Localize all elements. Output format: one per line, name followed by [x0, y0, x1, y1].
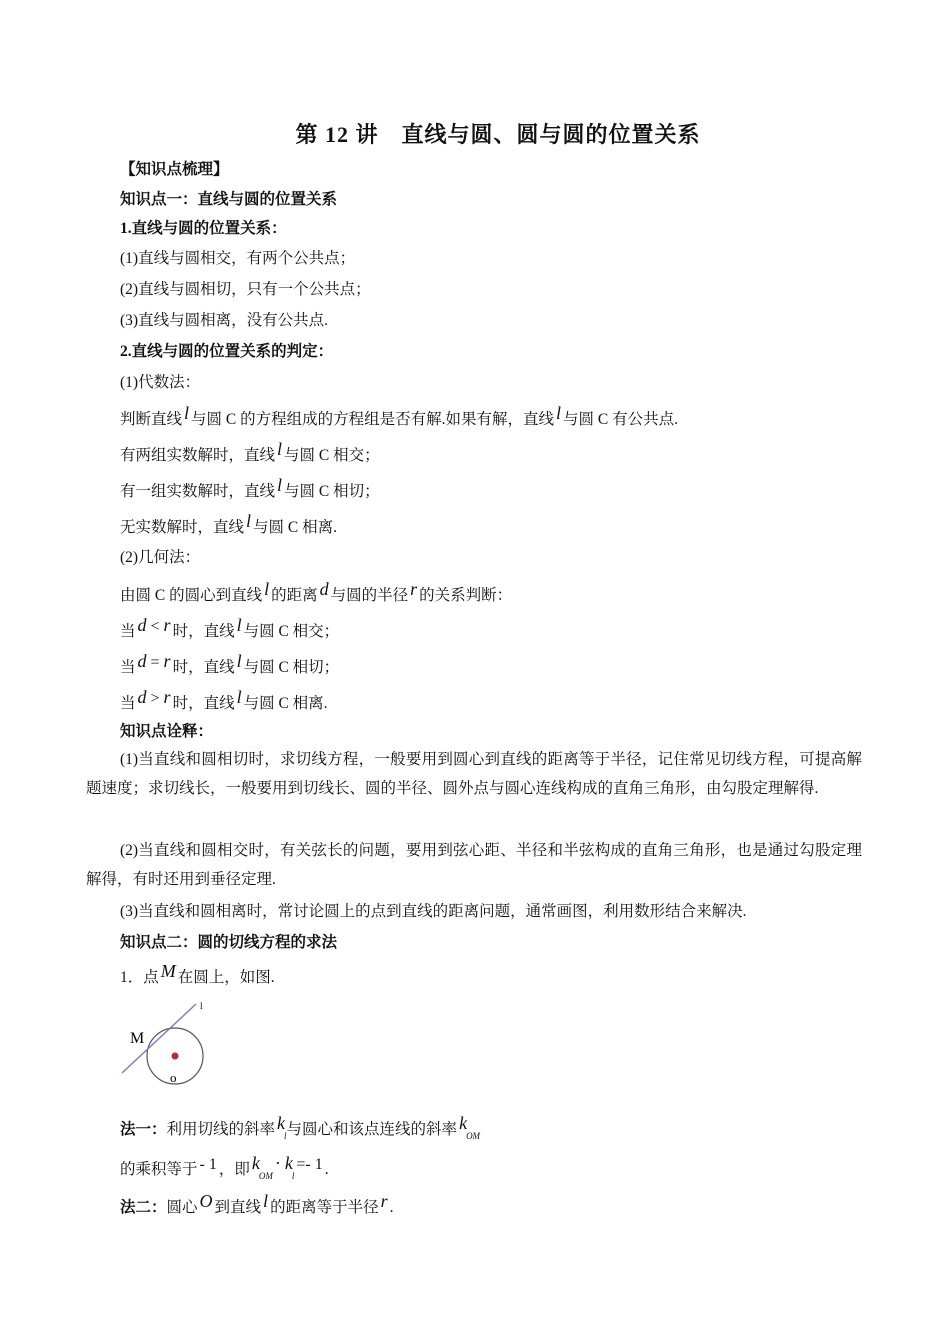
compare-gt-line: 当 d > r 时，直线 l 与圆 C 相离. [120, 687, 328, 712]
compare-eq-line: 当 d = r 时，直线 l 与圆 C 相切； [120, 651, 340, 676]
label-O: o [170, 1070, 177, 1085]
note-paragraph-1: (1)当直线和圆相切时，求切线方程，一般要用到圆心到直线的距离等于半径，记住常见切线方程，可提高解题速度；求切线长，一般要用到切线长、圆的半径、圆外点与圆心连线构成的直角三角形，由勾股定理解得. [86, 751, 862, 797]
geometry-line: 由圆 C 的圆心到直线 l 的距离 d 与圆的半径 r 的关系判断： [120, 579, 513, 604]
center-dot [172, 1053, 179, 1060]
method-two-line: 法二：圆心 O 到直线 l 的距离等于半径 r . [120, 1191, 394, 1216]
point-on-circle-line: 1．点 M 在圆上，如图. [120, 961, 275, 986]
k1-sub1: 1.直线与圆的位置关系： [120, 220, 287, 237]
two-solutions-line: 有两组实数解时，直线 l 与圆 C 相交； [120, 439, 380, 464]
no-solution-line: 无实数解时，直线 l 与圆 C 相离. [120, 511, 337, 536]
geometry-method: (2)几何法： [120, 549, 201, 566]
one-solution-line: 有一组实数解时，直线 l 与圆 C 相切； [120, 475, 380, 500]
list-item: (3)直线与圆相离，没有公共点. [120, 312, 328, 329]
label-l: l [200, 1001, 203, 1011]
label-M: M [130, 1030, 145, 1047]
k1-heading: 知识点一：直线与圆的位置关系 [120, 191, 338, 208]
compare-lt-line: 当 d < r 时，直线 l 与圆 C 相交； [120, 615, 340, 640]
list-item: (2)直线与圆相切，只有一个公共点； [120, 281, 371, 298]
method-one-line: 法一：利用切线的斜率 $k_l$与圆心和该点连线的斜率 $k_{OM}$ [120, 1113, 481, 1141]
note-paragraph-3: (3)当直线和圆相离时，常讨论圆上的点到直线的距离问题，通常画图，利用数形结合来解决. [120, 903, 747, 920]
list-item: (1)直线与圆相交，有两个公共点； [120, 250, 356, 267]
method-one-line-2: 的乘积等于 - 1 ，即 $k_{OM}\cdot k_l=-$ 1 . [120, 1153, 329, 1181]
tangent-figure [118, 998, 218, 1090]
k1-sub2: 2.直线与圆的位置关系的判定： [120, 343, 334, 360]
k2-heading: 知识点二：圆的切线方程的求法 [120, 934, 338, 951]
algebra-method: (1)代数法： [120, 374, 201, 391]
judge-line: 判断直线 l 与圆 C 的方程组成的方程组是否有解.如果有解，直线 l 与圆 C 有公共点. [120, 403, 678, 428]
note-paragraph-2: (2)当直线和圆相交时，有关弦长的问题，要用到弦心距、半径和半弦构成的直角三角形，也是通过勾股定理解得，有时还用到垂径定理. [86, 842, 862, 888]
note-heading: 知识点诠释： [120, 723, 214, 740]
page-title: 第 12 讲 直线与圆、圆与圆的位置关系 [295, 122, 701, 147]
section-label: 【知识点梳理】 [120, 161, 229, 178]
